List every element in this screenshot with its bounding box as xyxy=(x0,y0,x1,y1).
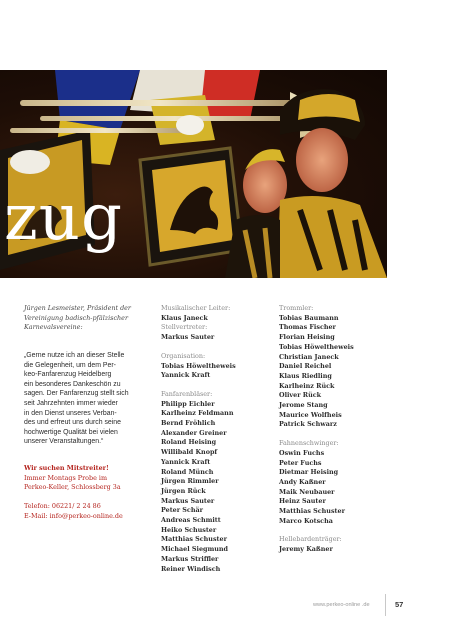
member-name: Willibald Knopf xyxy=(161,448,218,457)
member-name: Roland Münch xyxy=(161,467,214,476)
member-name: Oswin Fuchs xyxy=(279,448,325,457)
roster-column-1 xyxy=(161,304,271,583)
rehearsal-location: Perkeo-Keller, Schlossberg 3a xyxy=(24,483,121,492)
member-name: Reiner Windisch xyxy=(161,564,221,573)
role-group xyxy=(279,304,389,430)
quote-line: unserer Veranstaltungen.“ xyxy=(24,438,104,446)
member-name: Markus Sauter xyxy=(161,496,215,505)
quote-line: ein besonderes Dankeschön zu xyxy=(24,380,121,388)
member-name: Daniel Reichel xyxy=(279,362,332,371)
member-name: Heinz Sauter xyxy=(279,497,326,506)
member-name: Klaus Riedling xyxy=(279,371,332,380)
member-name: Florian Heising xyxy=(279,333,335,342)
member-name: Maik Neubauer xyxy=(279,487,335,496)
member-name: Markus Striffler xyxy=(161,554,219,563)
member-name: Peter Schär xyxy=(161,506,203,515)
intro-column xyxy=(24,304,152,522)
member-name: Tobias Höweltheweis xyxy=(161,361,236,370)
quote-line: „Gerne nutze ich an dieser Stelle xyxy=(24,352,125,360)
role-group xyxy=(279,439,389,526)
member-name: Christian Janeck xyxy=(279,352,339,361)
member-name: Thomas Fischer xyxy=(279,323,336,332)
role-heading: Fanfarenbläser: xyxy=(161,389,213,398)
member-name: Andy Kaßner xyxy=(279,477,326,486)
footer-divider xyxy=(385,594,386,616)
quote-line: seit Jahrzehnten immer wieder xyxy=(24,400,118,408)
role-heading: Hellebardenträger: xyxy=(279,535,342,544)
page-number: 57 xyxy=(395,600,404,609)
member-name: Tobias Höweltheweis xyxy=(279,342,354,351)
role-heading: Musikalischer Leiter: xyxy=(161,304,231,312)
role-group xyxy=(161,390,271,574)
roster-column-2 xyxy=(279,304,389,564)
role-heading: Fahnenschwinger: xyxy=(279,439,339,448)
member-name: Bernd Fröhlich xyxy=(161,419,216,428)
member-name: Jürgen Rimmler xyxy=(161,477,219,486)
photo-title: zug xyxy=(4,181,123,255)
contact-phone: Telefon: 06221/ 2 24 86 xyxy=(24,502,101,511)
role-group xyxy=(279,535,389,554)
member-name: Markus Sauter xyxy=(161,333,215,342)
header-photo xyxy=(0,70,387,278)
member-name: Jerome Stang xyxy=(279,401,328,410)
member-name: Klaus Janeck xyxy=(161,313,208,322)
quote-line: in den Dienst unseres Verban- xyxy=(24,409,117,417)
member-name: Roland Heising xyxy=(161,438,217,447)
quote-line: sagen. Der Fanfarenzug stellt sich xyxy=(24,390,129,398)
quote-line: des und erfreut uns durch seine xyxy=(24,419,121,427)
quote-line: hochwertige Qualität bei vielen xyxy=(24,428,118,436)
member-name: Tobias Baumann xyxy=(279,313,339,322)
member-name: Matthias Schuster xyxy=(161,535,227,544)
member-name: Oliver Rück xyxy=(279,391,322,400)
contact-email[interactable]: E-Mail: info@perkeo-online.de xyxy=(24,511,123,520)
member-name: Karlheinz Rück xyxy=(279,381,335,390)
member-name: Jürgen Rück xyxy=(161,486,206,495)
member-name: Michael Siegmund xyxy=(161,545,228,554)
member-name: Matthias Schuster xyxy=(279,507,345,516)
role-heading: Organisation: xyxy=(161,351,206,360)
member-name: Yannick Kraft xyxy=(161,457,211,466)
role-group xyxy=(161,352,271,381)
member-name: Andreas Schmitt xyxy=(161,516,221,525)
role-group xyxy=(161,323,271,342)
quote-line: die Gelegenheit, um dem Per- xyxy=(24,361,116,369)
member-name: Heiko Schuster xyxy=(161,525,217,534)
contact-info xyxy=(24,502,152,521)
recruit-heading: Wir suchen Mitstreiter! xyxy=(24,464,109,473)
role-heading: Trommler: xyxy=(279,304,314,312)
quote-line: keo-Fanfarenzug Heidelberg xyxy=(24,371,112,379)
member-name: Alexander Greiner xyxy=(161,428,227,437)
intro-attribution: Jürgen Lesmeister, Präsident der Vereinigung badisch-pfälzischer Karnevalsvereine: xyxy=(24,304,131,332)
role-heading: Stellvertreter: xyxy=(161,323,208,332)
member-name: Patrick Schwarz xyxy=(279,420,337,429)
member-name: Maurice Wolfheis xyxy=(279,410,342,419)
rehearsal-info: Immer Montags Probe im xyxy=(24,473,108,482)
member-name: Yannick Kraft xyxy=(161,371,211,380)
footer-url[interactable]: www.perkeo-online .de xyxy=(313,602,370,608)
member-name: Peter Fuchs xyxy=(279,458,322,467)
member-name: Dietmar Heising xyxy=(279,468,339,477)
member-name: Jeremy Kaßner xyxy=(279,545,333,554)
president-quote xyxy=(24,351,152,447)
member-name: Marco Kotscha xyxy=(279,516,333,525)
member-name: Karlheinz Feldmann xyxy=(161,409,234,418)
member-name: Philipp Eichler xyxy=(161,399,215,408)
role-group xyxy=(161,304,271,323)
